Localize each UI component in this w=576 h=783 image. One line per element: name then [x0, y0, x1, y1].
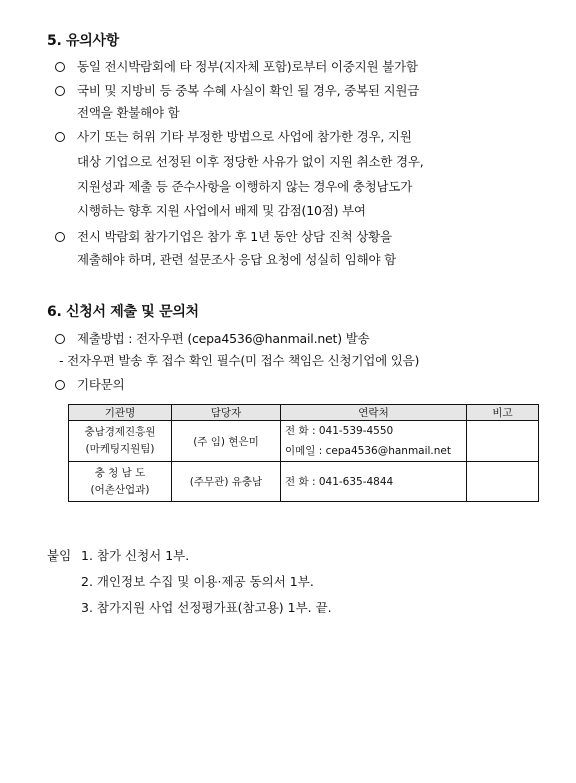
contact-table-header	[69, 405, 539, 421]
org-cell: 충남경제진흥원 (마케팅지원팀)	[69, 421, 172, 462]
remark-cell	[467, 421, 539, 462]
header-person: 담당자	[172, 405, 281, 421]
section-5-item-4: 전시 박람회 참가기업은 참가 후 1년 동안 상담 진척 상황을	[55, 227, 392, 245]
bullet-circle-icon	[55, 334, 65, 344]
table-row	[69, 421, 539, 462]
header-org: 기관명	[69, 405, 172, 421]
bullet-circle-icon	[55, 62, 65, 72]
phone-text: 전 화 : 041-539-4550	[285, 425, 394, 437]
section-5-item-2-cont: 전액을 환불해야 함	[77, 105, 180, 120]
remark-cell	[467, 462, 539, 502]
section-5-item-1: 동일 전시박람회에 타 정부(지자체 포함)로부터 이중지원 불가함	[55, 57, 418, 75]
section-5-item-3-cont-3: 시행하는 향후 지원 사업에서 배제 및 감점(10점) 부여	[77, 203, 366, 218]
header-contact: 연락처	[281, 405, 467, 421]
section-6-title: 6. 신청서 제출 및 문의처	[47, 304, 199, 320]
section-5-item-4-cont: 제출해야 하며, 관련 설문조사 응답 요청에 성실히 임해야 함	[77, 252, 396, 267]
submit-note: - 전자우편 발송 후 접수 확인 필수(미 접수 책임은 신청기업에 있음)	[59, 353, 420, 368]
bullet-circle-icon	[55, 86, 65, 96]
header-remark: 비고	[467, 405, 539, 421]
contact-table	[68, 404, 539, 502]
attachment-item-3: 3. 참가지원 사업 선정평가표(참고용) 1부. 끝.	[81, 600, 332, 615]
email-link[interactable]: 이메일 : cepa4536@hanmail.net	[285, 445, 452, 457]
section-5-item-2: 국비 및 지방비 등 중복 수혜 사실이 확인 될 경우, 중복된 지원금	[55, 81, 419, 99]
bullet-circle-icon	[55, 232, 65, 242]
person-cell: (주무관) 유충남	[172, 462, 281, 502]
org-cell: 충 청 남 도 (어촌산업과)	[69, 462, 172, 502]
section-5-item-3-cont-2: 지원성과 제출 등 준수사항을 이행하지 않는 경우에 충청남도가	[77, 179, 413, 194]
attachment-item-2: 2. 개인정보 수집 및 이용·제공 동의서 1부.	[81, 574, 314, 589]
contact-cell	[281, 421, 467, 462]
bullet-circle-icon	[55, 132, 65, 142]
phone-text: 전 화 : 041-635-4844	[285, 475, 394, 488]
attachments-prefix: 붙임	[47, 548, 72, 563]
section-5-item-3-cont-1: 대상 기업으로 선정된 이후 정당한 사유가 없이 지원 취소한 경우,	[77, 154, 424, 169]
attachment-item-1: 1. 참가 신청서 1부.	[81, 548, 190, 563]
other-inquiry: 기타문의	[55, 375, 125, 393]
person-cell: (주 임) 현은미	[172, 421, 281, 462]
submit-method: 제출방법 : 전자우편 (cepa4536@hanmail.net) 발송	[55, 329, 369, 347]
table-row	[69, 462, 539, 502]
section-5-title: 5. 유의사항	[47, 33, 119, 49]
contact-cell	[281, 462, 467, 502]
bullet-circle-icon	[55, 380, 65, 390]
section-5-item-3: 사기 또는 허위 기타 부정한 방법으로 사업에 참가한 경우, 지원	[55, 127, 412, 145]
